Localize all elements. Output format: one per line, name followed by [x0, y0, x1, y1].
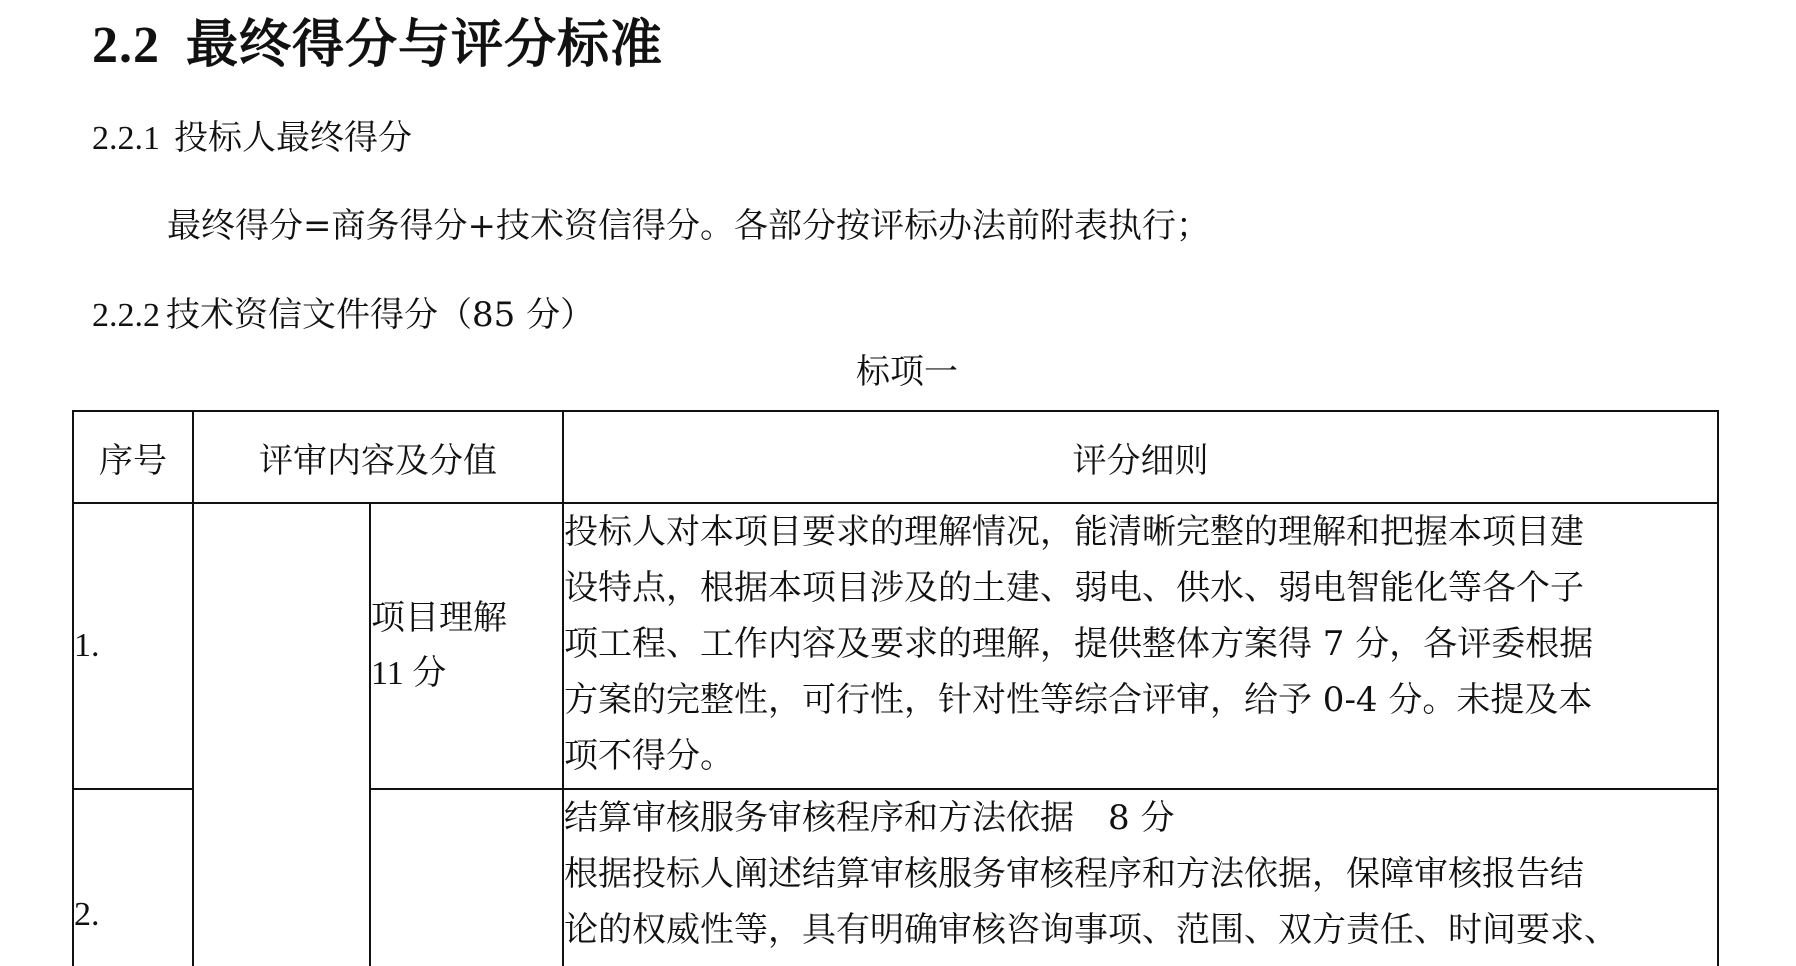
subsection-heading-2-2-1	[92, 110, 412, 159]
scoring-table	[72, 410, 1719, 966]
subsection-number: 2.2.1	[92, 120, 160, 157]
item-cell	[370, 503, 563, 789]
header-detail: 评分细则	[563, 411, 1718, 503]
section-heading-2-2	[92, 2, 663, 77]
detail-cell	[563, 789, 1718, 966]
category-cell	[193, 503, 370, 966]
item-name: 项目理解	[371, 598, 507, 638]
row-seq: 1.	[73, 503, 193, 789]
table-caption: 标项一	[856, 352, 958, 392]
subsection-heading-2-2-2	[92, 287, 594, 336]
item-cell	[370, 789, 563, 966]
table-header-row	[73, 411, 1718, 503]
detail-line: 项工程、工作内容及要求的理解，提供整体方案得 7 分，各评委根据	[564, 624, 1594, 664]
subsection-title: 技术资信文件得分（85 分）	[166, 295, 595, 335]
header-content: 评审内容及分值	[193, 411, 563, 503]
detail-line: 论的权威性等，具有明确审核咨询事项、范围、双方责任、时间要求、	[564, 910, 1618, 950]
subsection-title: 投标人最终得分	[174, 118, 412, 158]
detail-line: 投标人对本项目要求的理解情况，能清晰完整的理解和把握本项目建	[564, 512, 1584, 552]
table-row	[73, 503, 1718, 789]
heading-title: 最终得分与评分标准	[186, 14, 664, 75]
heading-number: 2.2	[92, 17, 160, 74]
detail-line: 结算审核服务审核程序和方法依据 8 分	[564, 798, 1175, 838]
detail-line: 设特点，根据本项目涉及的土建、弱电、供水、弱电智能化等各个子	[564, 568, 1584, 608]
detail-line: 根据投标人阐述结算审核服务审核程序和方法依据，保障审核报告结	[564, 854, 1584, 894]
detail-cell	[563, 503, 1718, 789]
subsection-number: 2.2.2	[92, 297, 160, 334]
formula-paragraph: 最终得分=商务得分+技术资信得分。各部分按评标办法前附表执行；	[167, 206, 1210, 246]
detail-line: 项不得分。	[564, 736, 734, 776]
detail-line: 方案的完整性，可行性，针对性等综合评审，给予 0-4 分。未提及本	[564, 680, 1593, 720]
row-seq: 2.	[73, 789, 193, 966]
header-seq: 序号	[73, 411, 193, 503]
item-score: 11 分	[371, 655, 447, 692]
